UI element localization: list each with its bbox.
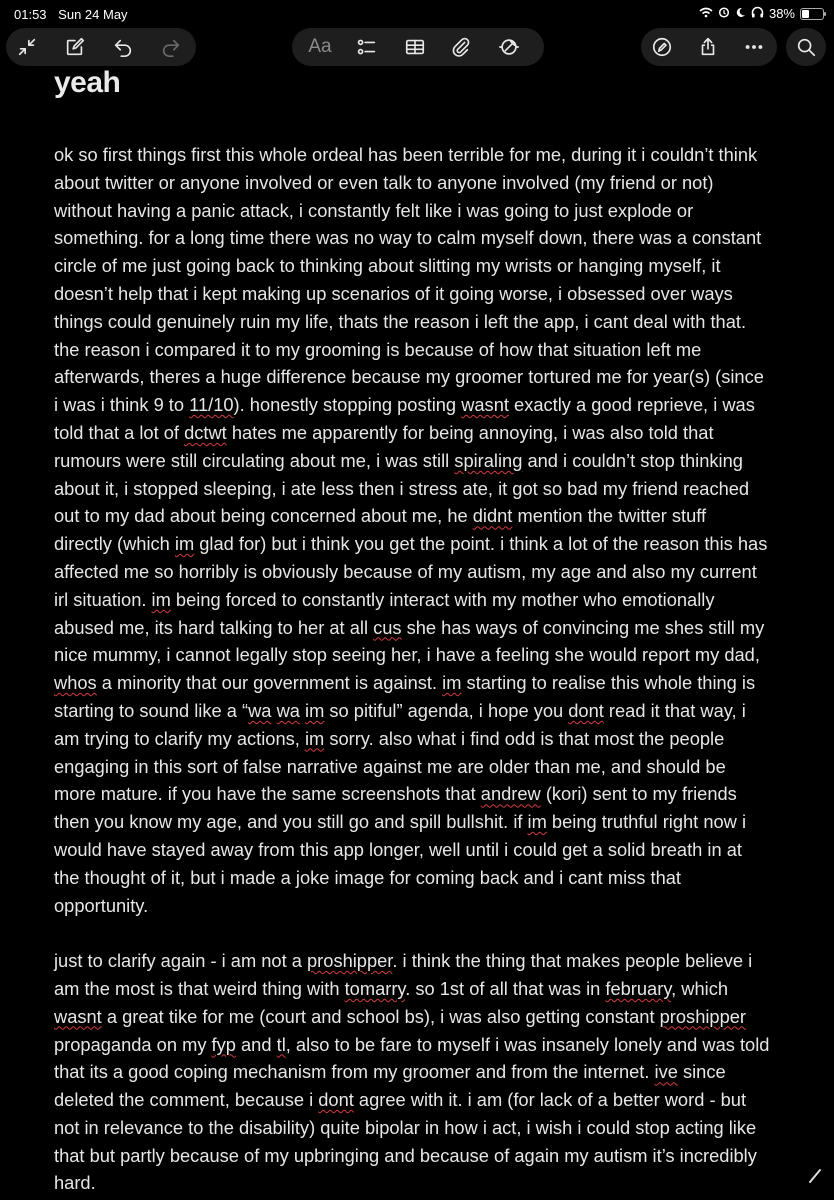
share-icon[interactable]	[689, 28, 727, 66]
note-line: not in relevance to the disability) quite bipolar in how i act, i wish i could stop acting like	[54, 1116, 757, 1138]
status-bar	[0, 0, 834, 28]
note-line: just to clarify again - i am not a proshipper. i think the thing that makes people believe i	[54, 950, 753, 972]
status-date: Sun 24 May	[58, 7, 128, 22]
note-line: hard.	[54, 1172, 96, 1194]
note-line: the reason i compared it to my grooming is because of how that situation left me	[54, 338, 702, 360]
note-line: ok so first things first this whole ordeal has been terrible for me, during it i couldn’t think	[54, 144, 758, 165]
text-format-button[interactable]	[298, 28, 342, 66]
note-line: affected me so horribly is obviously because of my autism, my age and also my current	[54, 560, 757, 582]
note-line: would have stayed away from this app longer, well until i could get a solid breath in at	[54, 838, 742, 860]
note-line: things could genuinely ruin my life, thats the reason i left the app, i cant deal with that.	[54, 310, 747, 332]
note-line: told that a lot of dctwt hates me apparently for being annoying, i was also told that	[54, 421, 714, 443]
note-line: opportunity.	[54, 894, 149, 916]
pencil-circle-icon[interactable]	[643, 28, 681, 66]
note-line: that its a good coping mechanism from my groomer and from the internet. ive since	[54, 1061, 726, 1083]
note-line: abused me, its hard talking to her at all cus she has ways of convincing me shes still my	[54, 616, 765, 638]
note-line: about twitter or anyone involved or even talk to anyone involved (my friend or not)	[54, 171, 714, 193]
center-toolbar	[292, 28, 544, 66]
alarm-icon	[718, 6, 730, 21]
note-title[interactable]: yeah	[54, 66, 121, 99]
battery-percent: 38%	[768, 6, 795, 21]
note-paragraph	[54, 947, 784, 1197]
status-time: 01:53	[14, 7, 47, 22]
note-line: about it, i stopped sleeping, i ate less then i stress ate, it got so bad my friend reached	[54, 477, 750, 499]
battery-icon	[800, 8, 824, 20]
note-line: afterwards, theres a huge difference because my groomer tortured me for year(s) (since	[54, 366, 764, 388]
note-body[interactable]	[54, 141, 784, 1197]
wifi-icon	[699, 7, 713, 21]
table-icon[interactable]	[396, 28, 434, 66]
undo-icon[interactable]	[104, 28, 142, 66]
note-line: then you know my age, and you still go and spill bullshit. if im being truthful right now i	[54, 811, 747, 833]
moon-icon	[735, 7, 746, 21]
note-line: without having a panic attack, i constantly felt like i was going to just explode or	[54, 199, 694, 221]
collapse-icon[interactable]	[8, 28, 46, 66]
note-line: starting to sound like a “wa wa im so pitiful” agenda, i hope you dont read it that way, i	[54, 699, 746, 721]
search-icon[interactable]	[787, 28, 825, 66]
checklist-icon[interactable]	[348, 28, 386, 66]
note-line: wasnt a great tike for me (court and school bs), i was also getting constant proshipper	[54, 1005, 747, 1027]
note-line: propaganda on my fyp and tl, also to be fare to myself i was insanely lonely and was told	[54, 1033, 770, 1055]
note-line: nice mummy, i cannot legally stop seeing her, i have a feeling she would report my dad,	[54, 644, 760, 666]
note-line: out to my dad about being concerned about me, he didnt mention the twitter stuff	[54, 505, 707, 527]
note-line: am the most is that weird thing with tomarry. so 1st of all that was in february, which	[54, 977, 729, 999]
note-paragraph	[54, 141, 784, 919]
note-line: that but partly because of my upbringing and because of again my autism it’s incredibly	[54, 1144, 757, 1166]
status-right	[699, 6, 824, 21]
new-note-icon[interactable]	[56, 28, 94, 66]
markup-icon[interactable]	[490, 28, 528, 66]
note-line: rumours were still circulating about me, i was still spiraling and i couldn’t stop thinking	[54, 449, 743, 471]
status-left	[14, 7, 136, 22]
note-line: circle of me just going back to thinking about slitting my wrists or hanging myself, it	[54, 255, 721, 277]
note-line: am trying to clarify my actions, im sorry. also what i find odd is that most the people	[54, 727, 725, 749]
more-icon[interactable]	[735, 28, 773, 66]
attachment-icon[interactable]	[442, 28, 480, 66]
left-toolbar	[6, 28, 196, 66]
battery-fill	[802, 10, 809, 18]
note-line: irl situation. im being forced to constantly interact with my mother who emotionally	[54, 588, 715, 610]
note-line: more mature. if you have the same screenshots that andrew (kori) sent to my friends	[54, 783, 737, 805]
note-line: whos a minority that our government is against. im starting to realise this whole thing is	[54, 672, 756, 694]
pencil-hover-icon	[806, 1167, 824, 1190]
note-line: doesn’t help that i kept making up scenarios of it going worse, i obsessed over ways	[54, 282, 733, 304]
text-format-label: Aa	[308, 36, 332, 57]
note-line: directly (which im glad for) but i think you get the point. i think a lot of the reason this has	[54, 533, 768, 555]
note-line: engaging in this sort of false narrative against me are older than me, and should be	[54, 755, 726, 777]
headphones-icon	[751, 6, 764, 21]
search-button[interactable]	[786, 28, 826, 66]
note-line: the thought of it, but i made a joke image for coming back and i cant miss that	[54, 866, 681, 888]
note-line: deleted the comment, because i dont agree with it. i am (for lack of a better word - but	[54, 1089, 747, 1111]
redo-icon[interactable]	[152, 28, 190, 66]
note-line: i was i think 9 to 11/10). honestly stopping posting wasnt exactly a good reprieve, i was	[54, 394, 755, 416]
right-toolbar	[641, 28, 777, 66]
note-line: something. for a long time there was no way to calm myself down, there was a constant	[54, 227, 762, 249]
